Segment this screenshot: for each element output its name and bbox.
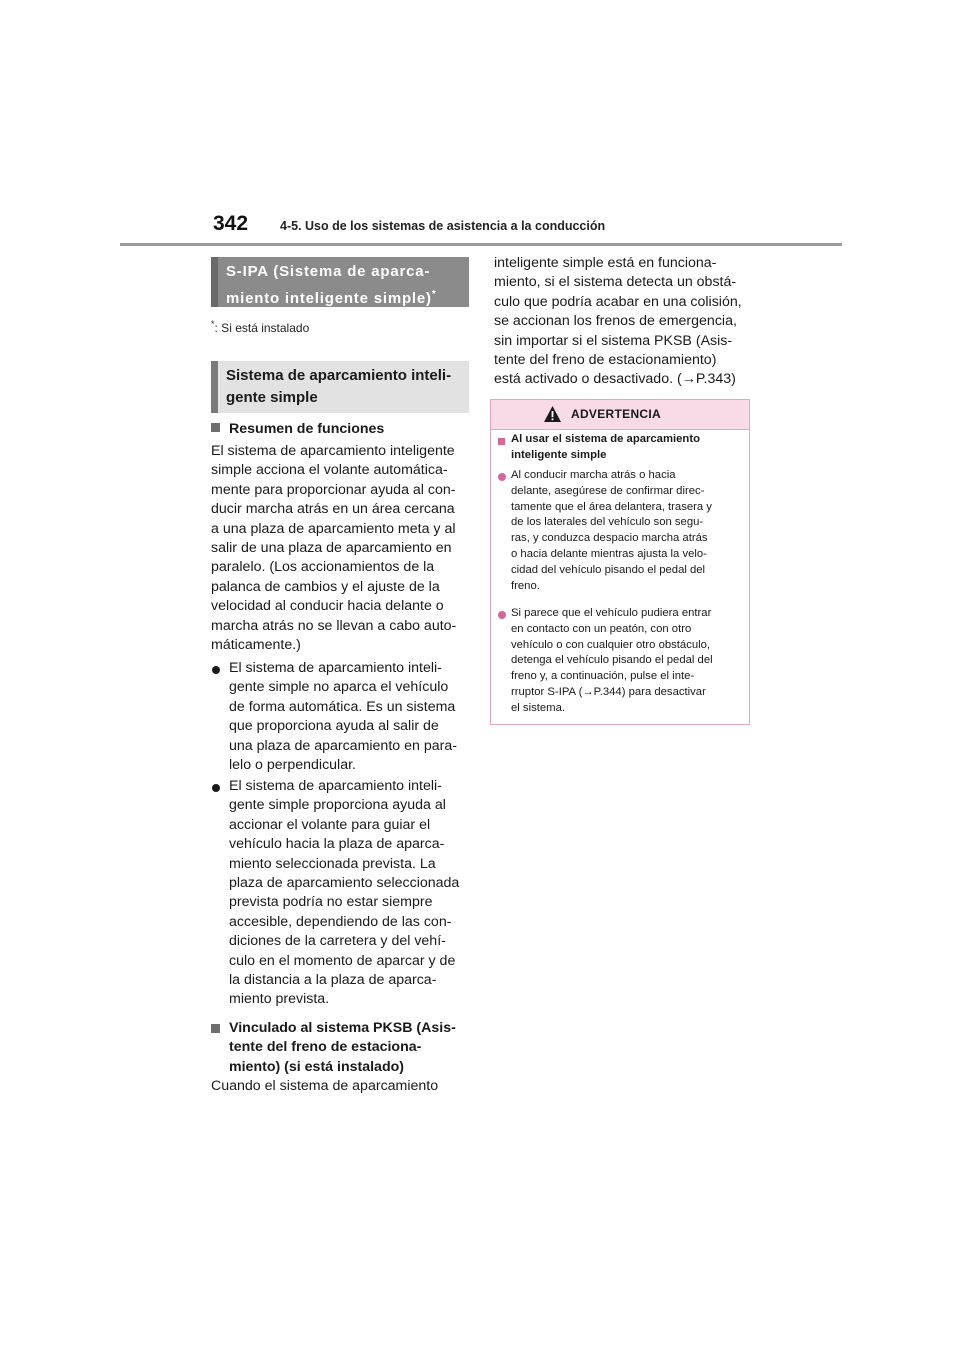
bullet-line: El sistema de aparcamiento inteli- — [229, 660, 442, 676]
warning-line: delante, asegúrese de confirmar direc- — [511, 484, 705, 497]
warning-line: cidad del vehículo pisando el pedal del — [511, 563, 706, 576]
bullet-line: El sistema de aparcamiento inteli- — [229, 778, 442, 794]
bullet-dot-icon — [212, 666, 220, 674]
square-bullet-icon — [211, 1024, 220, 1033]
bullet-dot-icon — [498, 473, 506, 481]
pksb-heading-line: Vinculado al sistema PKSB (Asis- — [229, 1020, 456, 1036]
bullet-line: accesible, dependiendo de las con- — [229, 913, 452, 930]
warning-line: Al conducir marcha atrás o hacia — [511, 469, 676, 481]
footnote-text: : Si está instalado — [214, 321, 310, 335]
bullet-line: una plaza de aparcamiento en para- — [229, 737, 457, 754]
summary-line: salir de una plaza de aparcamiento en — [211, 540, 452, 557]
header-divider — [120, 243, 842, 246]
warning-heading-line: inteligente simple — [511, 448, 607, 461]
chapter-title: 4-5. Uso de los sistemas de asistencia a la conducción — [280, 219, 606, 233]
bullet-line: culo en el momento de aparcar y de — [229, 952, 456, 969]
bullet-line: de forma automática. Es un sistema — [229, 698, 456, 715]
pksb-line: sin importar si el sistema PKSB (Asis- — [494, 332, 733, 349]
bullet-line: lelo o perpendicular. — [229, 757, 356, 774]
square-bullet-icon — [211, 423, 220, 432]
section-title-line2: miento inteligente simple) — [226, 290, 432, 307]
bullet-line: plaza de aparcamiento seleccionada — [229, 875, 460, 892]
warning-line: en contacto con un peatón, con otro — [511, 622, 692, 635]
pksb-line: se accionan los frenos de emergencia, — [494, 313, 737, 330]
bullet-line: gente simple no aparca el vehículo — [229, 679, 449, 696]
warning-item — [511, 468, 712, 594]
footnote — [211, 319, 309, 335]
page-number: 342 — [213, 212, 249, 235]
square-bullet-icon — [498, 438, 505, 445]
warning-header — [491, 400, 749, 430]
pksb-heading-line: miento) (si está instalado) — [229, 1058, 405, 1075]
pksb-heading — [211, 1019, 473, 1077]
warning-triangle-icon — [543, 405, 562, 423]
pksb-heading-line: tente del freno de estaciona- — [229, 1039, 422, 1056]
bullet-line: miento prevista. — [229, 991, 330, 1008]
warning-heading-line: Al usar el sistema de aparcamiento — [511, 433, 700, 445]
pksb-paragraph-continued — [494, 254, 742, 390]
summary-heading-text: Resumen de funciones — [229, 421, 385, 437]
summary-heading — [211, 420, 384, 439]
summary-line: paralelo. (Los accionamientos de la — [211, 559, 435, 576]
pksb-paragraph-start — [211, 1077, 438, 1096]
summary-line: ducir marcha atrás en un área cercana — [211, 501, 455, 518]
summary-line: a una plaza de aparcamiento meta y al — [211, 520, 456, 537]
warning-line: tamente que el área delantera, trasera y — [511, 500, 712, 513]
summary-line: simple acciona el volante automática- — [211, 462, 448, 479]
bullet-line: gente simple proporciona ayuda al — [229, 797, 446, 814]
subsection-title-line1: Sistema de aparcamiento inteli- — [226, 367, 452, 384]
section-title-mark: * — [431, 289, 436, 300]
bullet-dot-icon — [498, 611, 506, 619]
subsection-title — [211, 361, 469, 413]
bullet-line: vehículo hacia la plaza de aparca- — [229, 836, 445, 853]
bullet-line: la distancia a la plaza de aparca- — [229, 972, 437, 989]
bullet-line: miento seleccionada prevista. La — [229, 855, 436, 872]
warning-item — [511, 606, 713, 717]
warning-line: rruptor S-IPA (→P.344) para desactivar — [511, 685, 706, 698]
pksb-line: culo que podría acabar en una colisión, — [494, 293, 742, 310]
warning-line: freno y, a continuación, pulse el inte- — [511, 670, 695, 683]
bullet-line: accionar el volante para guiar el — [229, 816, 431, 833]
warning-line: de los laterales del vehículo son segu- — [511, 516, 704, 529]
warning-heading — [511, 432, 700, 464]
warning-line: freno. — [511, 579, 540, 592]
subsection-title-line2: gente simple — [226, 389, 318, 406]
bullet-line: prevista podría no estar siempre — [229, 894, 433, 911]
bullet-line: diciones de la carretera y del vehí- — [229, 933, 446, 950]
pksb-line: tente del freno de estacionamiento) — [494, 352, 717, 369]
bullet-dot-icon — [212, 784, 220, 792]
summary-line: El sistema de aparcamiento inteligente — [211, 443, 455, 459]
bullet-line: que proporciona ayuda al salir de — [229, 718, 439, 735]
pksb-line: miento, si el sistema detecta un obstá- — [494, 274, 737, 291]
pksb-line: Cuando el sistema de aparcamiento — [211, 1078, 439, 1094]
summary-line: palanca de cambios y el ajuste de la — [211, 578, 440, 595]
footnote-mark: * — [211, 319, 215, 329]
summary-paragraph — [211, 442, 456, 655]
section-title-line1: S-IPA (Sistema de aparca- — [226, 263, 431, 280]
warning-box — [490, 399, 750, 725]
list-item — [212, 659, 472, 775]
warning-line: detenga el vehículo pisando el pedal del — [511, 654, 713, 667]
summary-line: máticamente.) — [211, 637, 301, 654]
list-item — [212, 777, 472, 1010]
section-title — [211, 257, 469, 307]
summary-line: velocidad al conducir hacia delante o — [211, 598, 444, 615]
warning-line: ras, y conduzca despacio marcha atrás — [511, 532, 708, 545]
warning-title: ADVERTENCIA — [571, 407, 661, 421]
warning-line: Si parece que el vehículo pudiera entrar — [511, 607, 712, 619]
pksb-line: inteligente simple está en funciona- — [494, 255, 717, 271]
summary-line: marcha atrás no se llevan a cabo auto- — [211, 617, 457, 634]
pksb-line: está activado o desactivado. (→P.343) — [494, 371, 736, 388]
warning-line: vehículo o con cualquier otro obstáculo, — [511, 638, 711, 651]
warning-line: o hacia delante mientras ajusta la velo- — [511, 547, 707, 560]
summary-line: mente para proporcionar ayuda al con- — [211, 481, 456, 498]
warning-line: el sistema. — [511, 701, 565, 714]
